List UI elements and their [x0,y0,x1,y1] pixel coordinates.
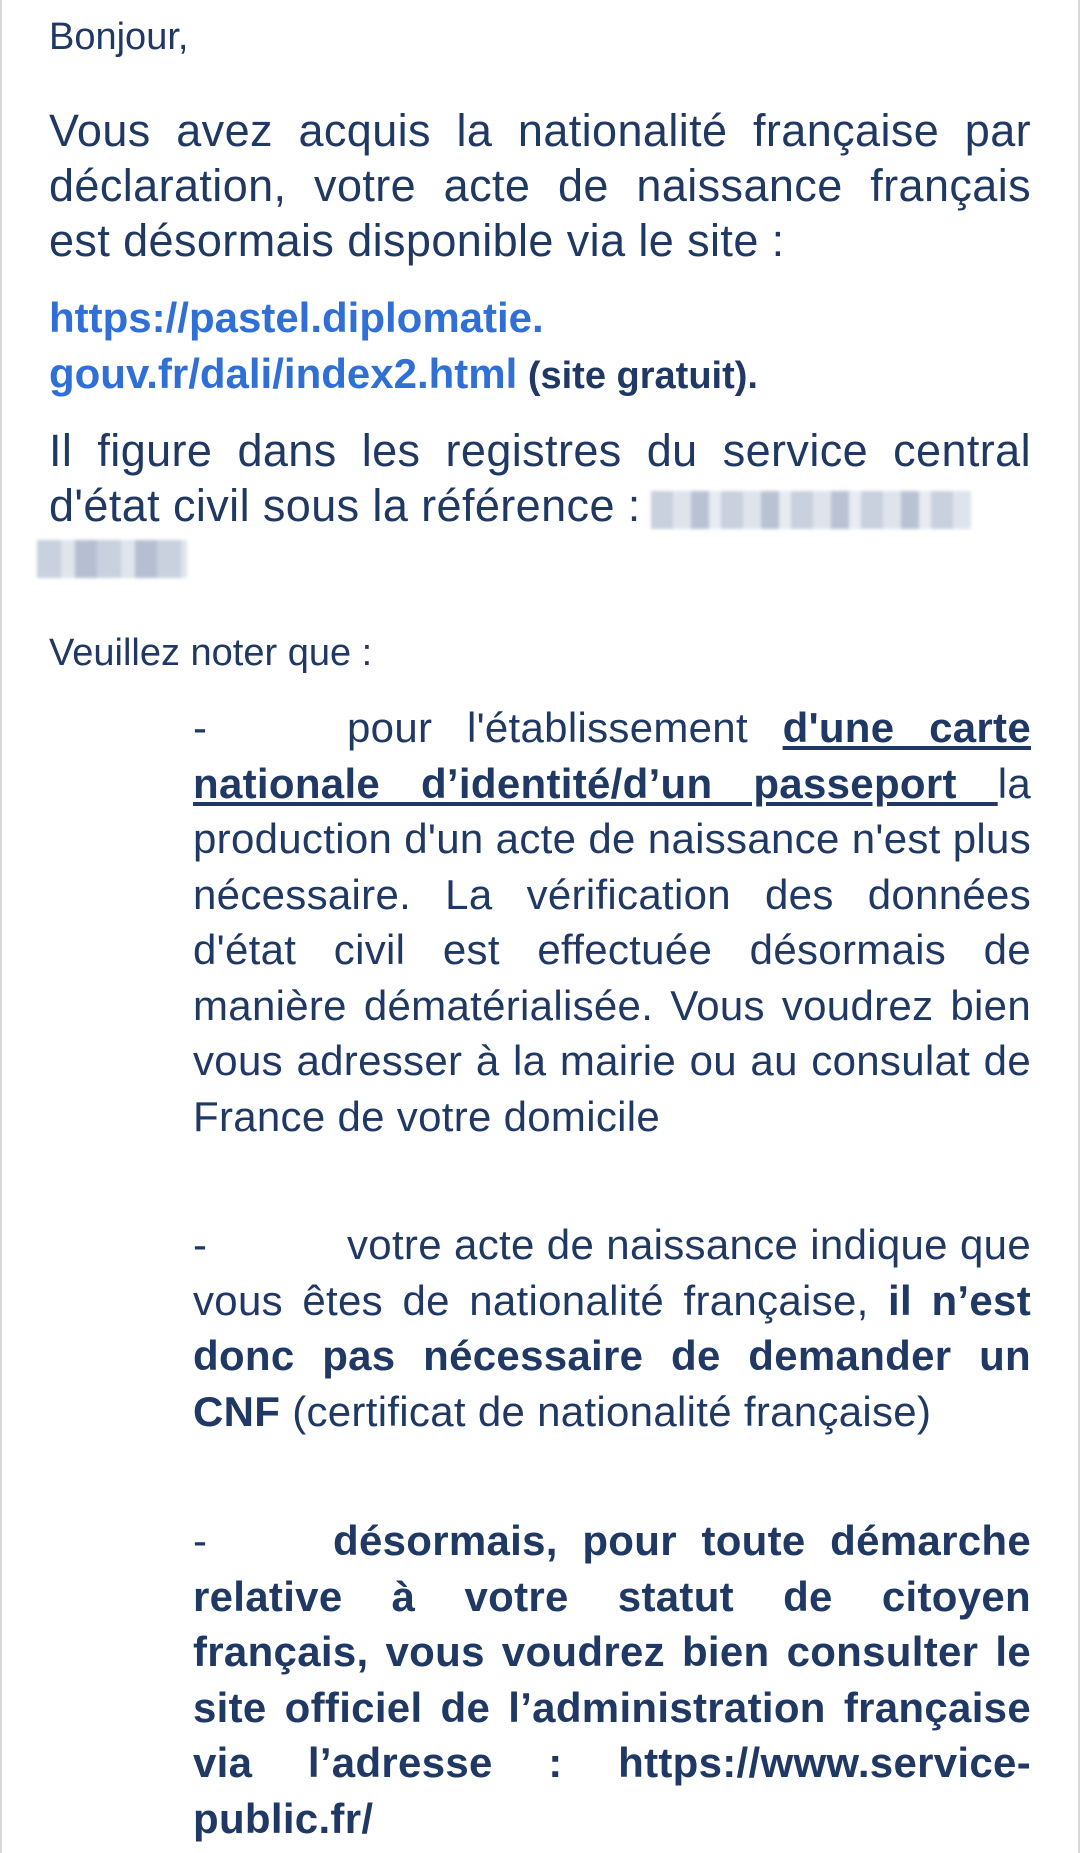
redacted-reference-continued [37,540,187,578]
bullet-text: la production d'un acte de naissance n'est plus nécessaire. La vérification des données d'état civil est effectuée désormais de manière dématérialisée. Vous voudrez bien vous adresser à la mairie ou au consulat de France de votre domicile [193,759,1031,1140]
pastel-link-line2: gouv.fr/dali/index2.html [49,350,518,397]
bullet-dash: - [193,704,208,751]
service-public-url[interactable]: https://www.service-public.fr/ [193,1739,1031,1842]
link-paragraph [49,290,1031,404]
bullet-emphasis: il n’est donc pas nécessaire de demander un CNF [193,1276,1031,1435]
left-border [0,0,2,1853]
free-site-note: (site gratuit). [517,355,758,397]
pastel-link[interactable] [49,294,544,397]
reference-text: Il figure dans les registres du service central d'état civil sous la référence : [49,425,1031,531]
bullet-identity-card [193,700,1031,1144]
intro-paragraph: Vous avez acquis la nationalité française par déclaration, votre acte de naissance français est désormais disponible via le site : [49,105,1031,266]
redacted-reference [651,491,971,529]
bullet-dash: - [193,1517,208,1564]
bullet-emphasis: d'une carte nationale d’identité/d’un passeport [193,704,1032,807]
note-intro: Veuillez noter que : [49,632,373,674]
greeting: Bonjour, [49,16,189,58]
bullet-dash: - [193,1221,208,1268]
bullet-text: votre acte de naissance indique que vous êtes de nationalité française, [193,1221,1031,1324]
bullet-text: pour l'établissement [347,704,783,751]
bullet-cnf [193,1217,1031,1439]
bullet-text: désormais, pour toute démarche relative à votre statut de citoyen français, vous voudrez bien consulter le site officiel de l’administration française via l’adresse : [193,1517,1031,1786]
bullet-text: (certificat de nationalité française) [280,1387,932,1435]
reference-paragraph [49,423,1031,533]
bullet-service-public [193,1513,1031,1846]
pastel-link-line1: https://pastel.diplomatie. [49,294,544,341]
